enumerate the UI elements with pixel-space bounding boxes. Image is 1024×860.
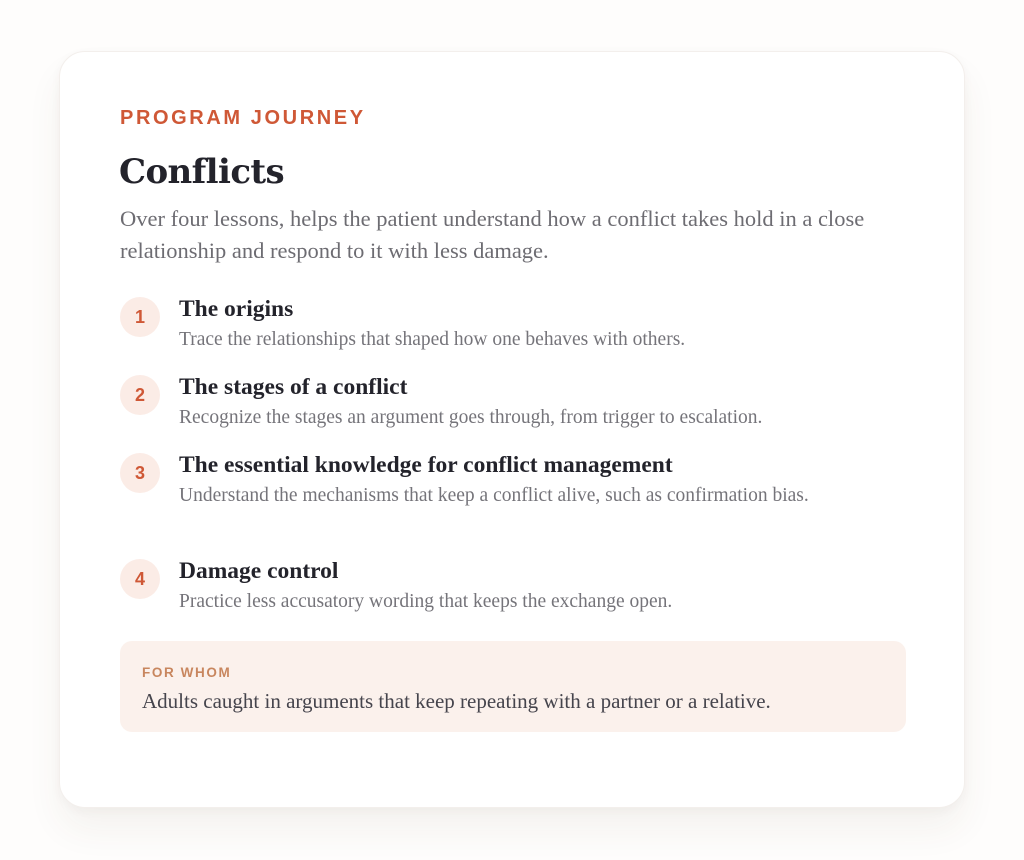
audience-label: FOR WHOM bbox=[142, 665, 232, 680]
lesson-description: Practice less accusatory wording that keeps the exchange open. bbox=[179, 591, 673, 612]
eyebrow-label: PROGRAM JOURNEY bbox=[120, 107, 366, 129]
audience-callout bbox=[120, 641, 906, 732]
program-title: Conflicts bbox=[119, 152, 285, 192]
audience-text: Adults caught in arguments that keep repeating with a partner or a relative. bbox=[142, 689, 771, 713]
lesson-description: Recognize the stages an argument goes through, from trigger to escalation. bbox=[179, 407, 763, 428]
lesson-title: The essential knowledge for conflict management bbox=[179, 452, 673, 478]
lesson-number-badge: 2 bbox=[120, 375, 160, 415]
lesson-number-badge: 1 bbox=[120, 297, 160, 337]
lesson-title: Damage control bbox=[179, 558, 339, 584]
lesson-title: The stages of a conflict bbox=[179, 374, 408, 400]
program-description: Over four lessons, helps the patient understand how a conflict takes hold in a close relationship and respond to it with less damage. bbox=[120, 206, 865, 263]
lesson-title: The origins bbox=[179, 296, 294, 322]
lesson-number-badge: 4 bbox=[120, 559, 160, 599]
lesson-number-badge: 3 bbox=[120, 453, 160, 493]
lesson-description: Trace the relationships that shaped how one behaves with others. bbox=[179, 329, 686, 350]
program-card bbox=[59, 51, 965, 808]
lesson-description: Understand the mechanisms that keep a conflict alive, such as confirmation bias. bbox=[179, 485, 809, 506]
